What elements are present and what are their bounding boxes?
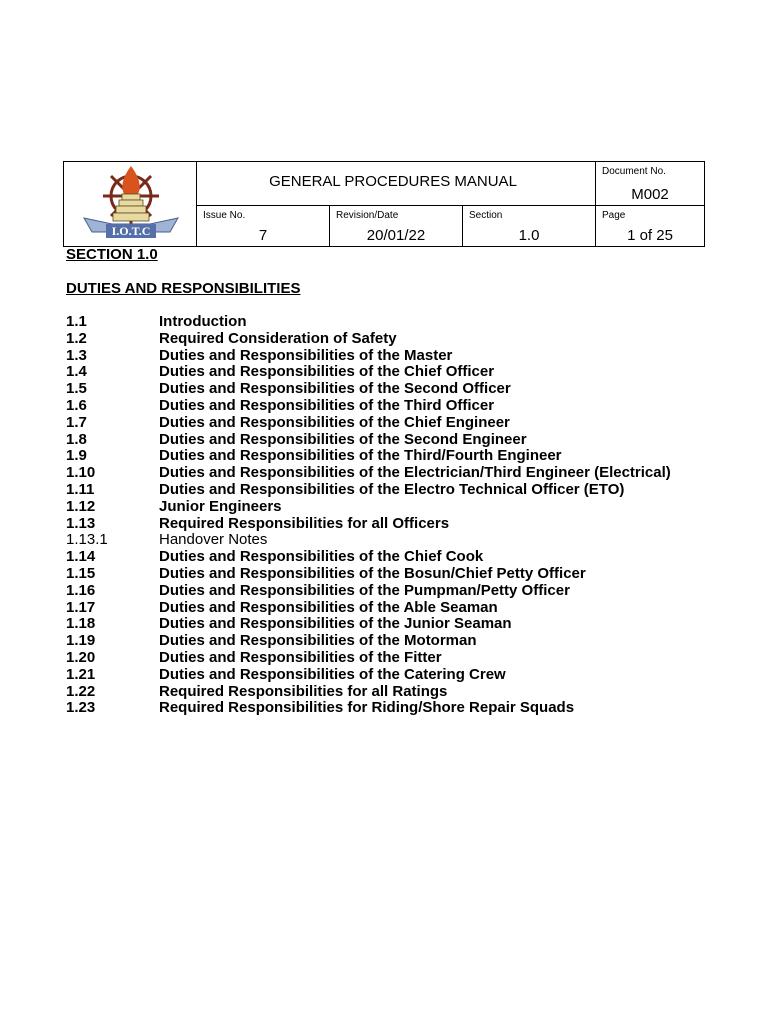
logo-cell: [64, 162, 197, 247]
iotc-logo: [82, 164, 180, 242]
toc-item-number: 1.6: [66, 396, 87, 414]
toc-item-title: Duties and Responsibilities of the Electro Technical Officer (ETO): [159, 480, 625, 498]
toc-item-number: 1.9: [66, 447, 87, 465]
toc-item-title: Required Consideration of Safety: [159, 329, 397, 347]
toc-item-number: 1.10: [66, 464, 96, 482]
toc-item-number: 1.18: [66, 615, 96, 633]
toc-item-number: 1.16: [66, 581, 96, 599]
section-value: 1.0: [518, 227, 540, 244]
section-label: Section: [469, 210, 503, 221]
toc-item-title: Junior Engineers: [159, 497, 282, 515]
toc-item-title: Duties and Responsibilities of the Chief Cook: [159, 548, 484, 566]
toc-item-number: 1.20: [66, 648, 96, 666]
revision-label: Revision/Date: [336, 210, 399, 221]
issue-value: 7: [258, 227, 268, 244]
duties-heading: DUTIES AND RESPONSIBILITIES: [66, 280, 301, 297]
toc-item-title: Introduction: [159, 313, 247, 330]
toc-item-number: 1.3: [66, 346, 87, 364]
toc-item-title: Duties and Responsibilities of the Second Engineer: [159, 430, 527, 448]
toc-item-title: Duties and Responsibilities of the Master: [159, 346, 453, 364]
document-header-table: [63, 161, 705, 247]
document-no-cell: [596, 162, 705, 206]
toc-item-title: Required Responsibilities for all Ratings: [159, 682, 448, 700]
toc-item-title: Duties and Responsibilities of the Chief Officer: [159, 363, 495, 381]
toc-item-number: 1.23: [66, 699, 96, 717]
page-value: 1 of 25: [627, 227, 673, 244]
toc-item-title: Duties and Responsibilities of the Chief Engineer: [159, 413, 510, 431]
manual-title: GENERAL PROCEDURES MANUAL: [269, 173, 517, 190]
revision-cell: [330, 206, 463, 247]
toc-item-title: Duties and Responsibilities of the Junior Seaman: [159, 615, 512, 633]
toc-item-number: 1.2: [66, 329, 87, 347]
toc-item-title: Duties and Responsibilities of the Second Officer: [159, 380, 511, 398]
toc-item-number: 1.15: [66, 564, 96, 582]
toc-item-title: Handover Notes: [159, 531, 268, 549]
toc-item-number: 1.17: [66, 598, 96, 616]
toc-item-number: 1.5: [66, 380, 87, 398]
document-no-value: M002: [631, 186, 669, 203]
toc-item-number: 1.13.1: [66, 531, 108, 549]
logo-text: I.O.T.C: [111, 224, 151, 238]
page-label: Page: [602, 210, 626, 221]
toc-item-number: 1.14: [66, 548, 96, 566]
revision-value: 20/01/22: [366, 227, 426, 244]
toc-item-number: 1.1: [66, 313, 87, 330]
issue-label: Issue No.: [203, 210, 246, 221]
manual-title-cell: [197, 162, 596, 206]
toc-item-number: 1.13: [66, 514, 96, 532]
toc-item-title: Duties and Responsibilities of the Catering Crew: [159, 665, 506, 683]
toc-item-number: 1.7: [66, 413, 87, 431]
toc-item-title: Duties and Responsibilities of the Pumpman/Petty Officer: [159, 581, 570, 599]
toc-item-number: 1.4: [66, 363, 87, 381]
toc-item-title: Duties and Responsibilities of the Fitter: [159, 648, 442, 666]
section-heading: SECTION 1.0: [66, 246, 158, 263]
toc-item-title: Required Responsibilities for Riding/Shore Repair Squads: [159, 699, 575, 717]
toc-item-number: 1.8: [66, 430, 87, 448]
toc-item-number: 1.21: [66, 665, 96, 683]
toc-item-title: Duties and Responsibilities of the Third Officer: [159, 396, 495, 414]
toc-item-title: Duties and Responsibilities of the Electrician/Third Engineer (Electrical): [159, 464, 671, 482]
page-cell: [596, 206, 705, 247]
toc-item-number: 1.19: [66, 632, 96, 650]
toc-item-number: 1.12: [66, 497, 96, 515]
toc-item-number: 1.22: [66, 682, 96, 700]
toc-item-title: Duties and Responsibilities of the Third/Fourth Engineer: [159, 447, 562, 465]
toc-item-number: 1.11: [66, 480, 95, 498]
document-no-label: Document No.: [602, 166, 666, 177]
toc-item-title: Duties and Responsibilities of the Motorman: [159, 632, 477, 650]
toc-item-title: Duties and Responsibilities of the Able Seaman: [159, 598, 498, 616]
section-cell: [463, 206, 596, 247]
toc-item-title: Duties and Responsibilities of the Bosun/Chief Petty Officer: [159, 564, 586, 582]
toc-item-title: Required Responsibilities for all Officers: [159, 514, 450, 532]
issue-cell: [197, 206, 330, 247]
